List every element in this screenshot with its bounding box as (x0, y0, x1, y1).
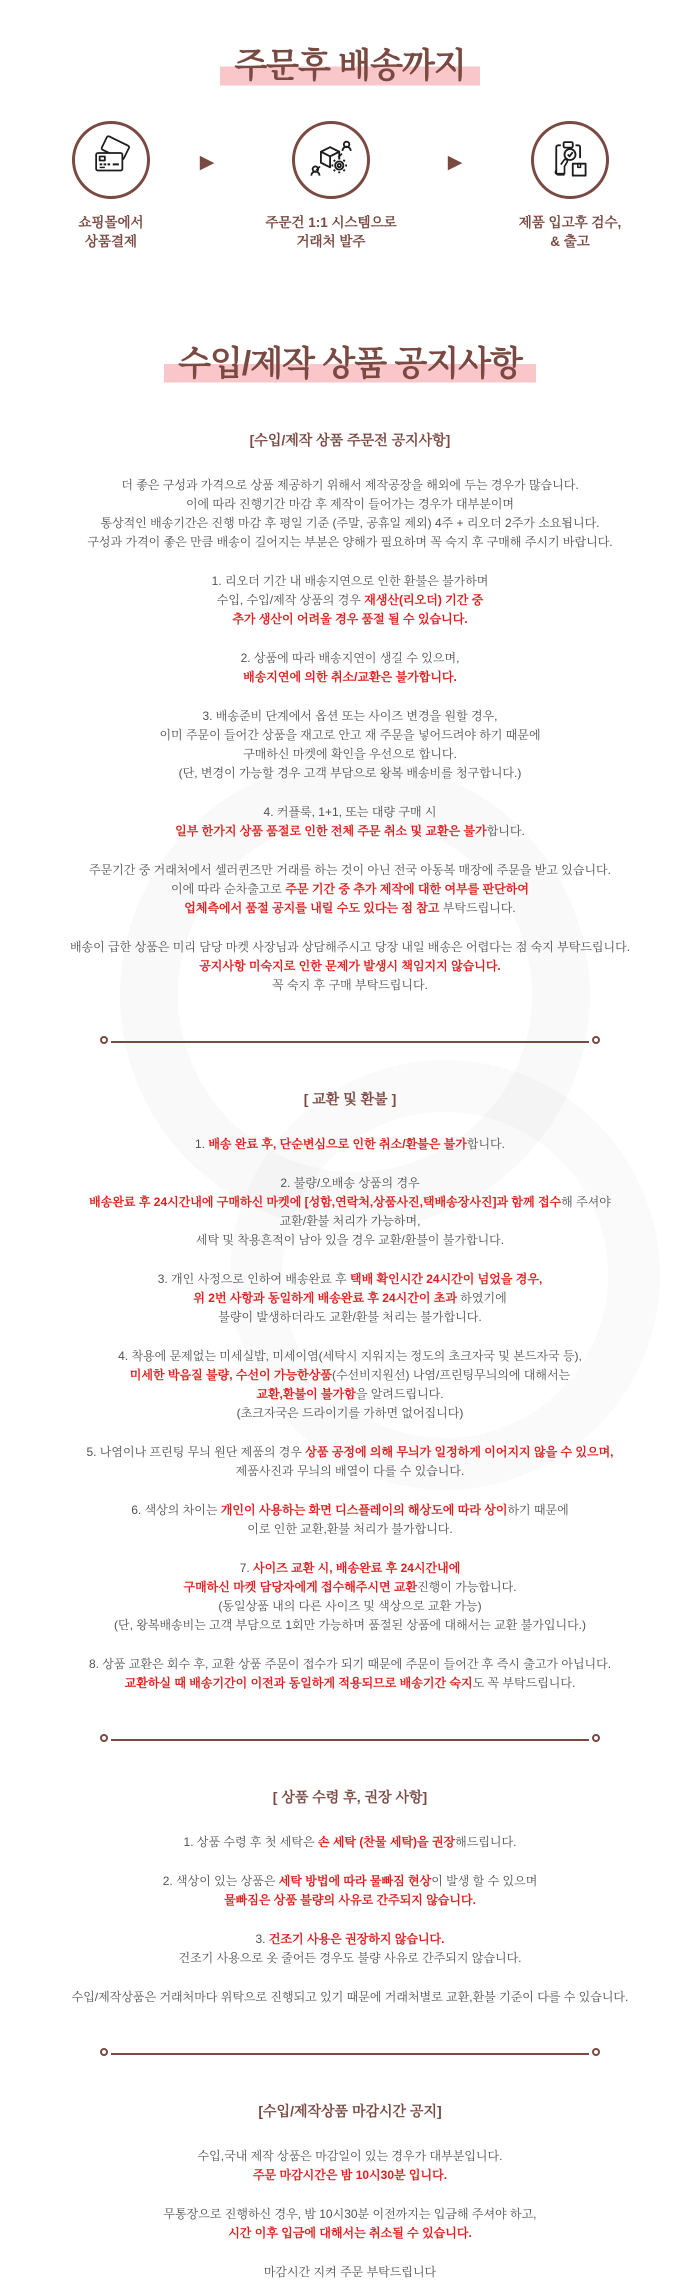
divider-end-circle (592, 1036, 600, 1044)
text-run: 합니다. (486, 824, 525, 839)
notice-paragraph (8, 1559, 692, 1635)
notice-paragraph (8, 2205, 692, 2243)
notice-paragraph (8, 1135, 692, 1154)
divider-end-circle (100, 1036, 108, 1044)
step-label-line: 쇼핑몰에서 (78, 214, 144, 230)
flow-title-text: 주문후 배송까지 (220, 46, 479, 87)
text-run: 이미 주문이 들어간 상품을 재고로 안고 재 주문을 넣어드려야 하기 때문에 (159, 728, 541, 743)
text-run: 더 좋은 구성과 가격으로 상품 제공하기 위해서 제작공장을 해외에 두는 경우가 많습니다. (121, 478, 579, 493)
text-run: 업체측에서 품절 공지를 내릴 수도 있다는 점 참고 (184, 901, 440, 916)
text-run: 교환/환불 처리가 가능하며, (279, 1214, 421, 1229)
text-run: 구매하신 마켓에 확인을 우선으로 합니다. (243, 747, 457, 762)
text-run: 위 2번 사항과 동일하게 배송완료 후 24시간이 초과 (193, 1291, 457, 1306)
step-label-line: & 출고 (550, 233, 590, 249)
text-run: 개인이 사용하는 화면 디스플레이의 해상도에 따라 상이 (220, 1503, 508, 1518)
text-run: 수입,국내 제작 상품은 마감일이 있는 경우가 대부분입니다. (197, 2149, 503, 2164)
text-run: 주문 마감시간은 밤 10시30분 입니다. (252, 2168, 448, 2183)
text-run: 배송 완료 후, 단순변심으로 인한 취소/환불은 불가 (208, 1137, 467, 1152)
text-run: 이에 따라 진행기간 마감 후 제작이 들어가는 경우가 대부분이며 (185, 497, 515, 512)
text-run: 재생산(리오더) 기간 중 (364, 593, 484, 608)
text-run: 배송완료 후 24시간내에 구매하신 마켓에 [성함,연락처,상품사진,택배송장사진]과 함께 접수 (89, 1195, 562, 1210)
divider-end-circle (592, 2048, 600, 2056)
text-run: 무통장으로 진행하신 경우, 밤 10시30분 이전까지는 입금해 주셔야 하고, (163, 2207, 537, 2222)
notice-paragraph (8, 1833, 692, 1852)
text-run: 건조기 사용으로 옷 줄어든 경우도 불량 사유로 간주되지 않습니다. (178, 1951, 522, 1966)
section-heading: [수입/제작 상품 주문전 공지사항] (249, 432, 451, 449)
text-run: 배송지연에 의한 취소/교환은 불가합니다. (243, 670, 457, 685)
text-run: 1. 상품 수령 후 첫 세탁은 (183, 1835, 318, 1850)
section-divider (111, 1041, 589, 1043)
text-run: 주문기간 중 거래처에서 셀러퀸즈만 거래를 하는 것이 아닌 전국 아동복 매장에 주문을 받고 있습니다. (89, 863, 611, 878)
text-run: 미세한 박음질 불량, 수선이 가능한상품 (129, 1368, 332, 1383)
order-flow-section (0, 0, 700, 252)
notice-paragraph (8, 803, 692, 841)
text-run: 구매하신 마켓 담당자에게 접수해주시면 교환 (183, 1580, 418, 1595)
step-label-line: 거래처 발주 (296, 233, 366, 249)
text-run: 4. 착용에 문제없는 미세실밥, 미세이염(세탁시 지워지는 정도의 초크자국 및 본드자국 등), (118, 1349, 582, 1364)
notice-paragraph (8, 1655, 692, 1693)
text-run: 시간 이후 입금에 대해서는 취소될 수 있습니다. (228, 2226, 472, 2241)
notice-paragraph (8, 1501, 692, 1539)
flow-title (0, 46, 700, 87)
step-label-line: 제품 입고후 검수, (518, 214, 622, 230)
text-run: 꼭 숙지 후 구매 부탁드립니다. (272, 978, 428, 993)
notice-paragraph (8, 1174, 692, 1250)
notice-paragraph (8, 1930, 692, 1968)
notice-paragraph (8, 1270, 692, 1327)
text-run: 마감시간 지켜 주문 부탁드립니다 (263, 2265, 437, 2280)
text-run: 주문 기간 중 추가 제작에 대한 여부를 판단하여 (285, 882, 529, 897)
text-run: 1. 리오더 기간 내 배송지연으로 인한 환불은 불가하며 (211, 574, 489, 589)
text-run: 1. (195, 1137, 209, 1152)
text-run: 부탁드립니다. (439, 901, 516, 916)
flow-step-label (472, 214, 668, 252)
flow-step-label (32, 214, 190, 252)
text-run: 공지사항 미숙지로 인한 문제가 발생시 책임지지 않습니다. (199, 959, 501, 974)
text-run: 교환,환불이 불가함 (256, 1387, 356, 1402)
flow-step-inspection (472, 121, 668, 252)
notice-paragraph (8, 1347, 692, 1423)
order-system-icon (292, 121, 370, 199)
step-label-line: 상품결제 (84, 233, 138, 249)
text-run: 진행이 가능합니다. (417, 1580, 517, 1595)
text-run: 물빠짐은 상품 불량의 사유로 간주되지 않습니다. (224, 1893, 476, 1908)
text-run: 사이즈 교환 시, 배송완료 후 24시간내에 (253, 1561, 461, 1576)
text-run: 3. 개인 사정으로 인하여 배송완료 후 (157, 1272, 350, 1287)
text-run: 추가 생산이 어려울 경우 품절 될 수 있습니다. (232, 612, 468, 627)
section-divider (111, 2053, 589, 2055)
notice-paragraph (8, 2263, 692, 2282)
notice-paragraph (8, 938, 692, 995)
text-run: 일부 한가지 상품 품절로 인한 전체 주문 취소 및 교환은 불가 (175, 824, 487, 839)
text-run: 이 발생 할 수 있으며 (431, 1874, 538, 1889)
text-run: 8. 상품 교환은 회수 후, 교환 상품 주문이 접수가 되기 때문에 주문이 들어간 후 즉시 출고가 아닙니다. (88, 1657, 612, 1672)
text-run: 을 알려드립니다. (355, 1387, 444, 1402)
text-run: 이로 인한 교환,환불 처리가 불가합니다. (247, 1522, 453, 1537)
notice-paragraph (8, 707, 692, 783)
notice-paragraph (8, 1872, 692, 1910)
text-run: 하기 때문에 (507, 1503, 569, 1518)
text-run: 교환하실 때 배송기간이 이전과 동일하게 적용되므로 배송기간 숙지 (124, 1676, 473, 1691)
arrow-right-icon: ▶ (447, 151, 463, 173)
text-run: 5. 나염이나 프린팅 무늬 원단 제품의 경우 (86, 1445, 306, 1460)
text-run: 도 꼭 부탁드립니다. (472, 1676, 576, 1691)
text-run: 3. (255, 1932, 269, 1947)
text-run: (초크자국은 드라이기를 가하면 없어집니다) (236, 1406, 464, 1421)
notice-paragraph (8, 1443, 692, 1481)
arrow-right-icon: ▶ (199, 151, 215, 173)
text-run: 4. 커플룩, 1+1, 또는 대량 구매 시 (263, 805, 437, 820)
text-run: (단, 변경이 가능할 경우 고객 부담으로 왕복 배송비를 청구합니다.) (178, 766, 522, 781)
text-run: 해드립니다. (455, 1835, 517, 1850)
notice-body (8, 430, 692, 2282)
section-heading: [ 상품 수령 후, 권장 사항] (272, 1789, 428, 1806)
text-run: 세탁 방법에 따라 물빠짐 현상 (278, 1874, 432, 1889)
divider-end-circle (100, 2048, 108, 2056)
text-run: 상품 공정에 의해 무늬가 일정하게 이어지지 않을 수 있으며, (305, 1445, 614, 1460)
text-run: (동일상품 내의 다른 사이즈 및 색상으로 교환 가능) (218, 1599, 482, 1614)
section-divider (111, 1739, 589, 1741)
text-run: 구성과 가격이 좋은 만큼 배송이 길어지는 부분은 양해가 필요하며 꼭 숙지 후 구매해 주시기 바랍니다. (87, 535, 613, 550)
step-label-line: 주문건 1:1 시스템으로 (265, 214, 397, 230)
text-run: 6. 색상의 차이는 (131, 1503, 221, 1518)
text-run: 2. 색상이 있는 상품은 (162, 1874, 279, 1889)
text-run: 수입, 수입/제작 상품의 경우 (216, 593, 365, 608)
text-run: 손 세탁 (찬물 세탁)을 권장 (317, 1835, 456, 1850)
text-run: 택배 확인시간 24시간이 넘었을 경우, (350, 1272, 543, 1287)
divider-end-circle (100, 1734, 108, 1742)
text-run: 수입/제작상품은 거래처마다 위탁으로 진행되고 있기 때문에 거래처별로 교환,환불 기준이 다를 수 있습니다. (71, 1990, 629, 2005)
text-run: 불량이 발생하더라도 교환/환불 처리는 불가합니다. (218, 1310, 482, 1325)
text-run: 합니다. (466, 1137, 505, 1152)
text-run: 하였기에 (456, 1291, 507, 1306)
text-run: 2. 불량/오배송 상품의 경우 (280, 1176, 420, 1191)
notice-paragraph (8, 861, 692, 918)
section-heading: [수입/제작상품 마감시간 공지] (258, 2103, 442, 2120)
text-run: 해 주셔야 (561, 1195, 611, 1210)
flow-step-order-system (224, 121, 438, 252)
text-run: 건조기 사용은 권장하지 않습니다. (268, 1932, 445, 1947)
text-run: 배송이 급한 상품은 미리 담당 마켓 사장님과 상담해주시고 당장 내일 배송은 어렵다는 점 숙지 부탁드립니다. (69, 940, 631, 955)
text-run: 2. 상품에 따라 배송지연이 생길 수 있으며, (240, 651, 460, 666)
flow-step-label (224, 214, 438, 252)
notice-paragraph (8, 1988, 692, 2007)
text-run: 7. (239, 1561, 254, 1576)
notice-paragraph (8, 649, 692, 687)
text-run: 제품사진과 무늬의 배열이 다를 수 있습니다. (235, 1464, 465, 1479)
notice-paragraph (8, 476, 692, 552)
flow-steps (0, 121, 700, 252)
inspection-shipping-icon (531, 121, 609, 199)
section-heading: [ 교환 및 환불 ] (303, 1091, 397, 1108)
text-run: 세탁 및 착용흔적이 남아 있을 경우 교환/환불이 불가합니다. (195, 1233, 505, 1248)
notice-section (0, 344, 700, 2282)
credit-card-icon (72, 121, 150, 199)
notice-paragraph (8, 2147, 692, 2185)
text-run: 통상적인 배송기간은 진행 마감 후 평일 기준 (주말, 공휴일 제외) 4주 + 리오더 2주가 소요됩니다. (100, 516, 600, 531)
notice-paragraph (8, 572, 692, 629)
notice-title (0, 344, 700, 385)
divider-end-circle (592, 1734, 600, 1742)
text-run: (단, 왕복배송비는 고객 부담으로 1회만 가능하며 품절된 상품에 대해서는 교환 불가입니다.) (114, 1618, 586, 1633)
text-run: 이에 따라 순차출고로 (171, 882, 286, 897)
notice-title-text: 수입/제작 상품 공지사항 (164, 344, 536, 385)
text-run: 3. 배송준비 단계에서 옵션 또는 사이즈 변경을 원할 경우, (202, 709, 498, 724)
flow-step-payment (32, 121, 190, 252)
text-run: (수선비지원선) 나염/프린팅무늬의에 대해서는 (331, 1368, 571, 1383)
